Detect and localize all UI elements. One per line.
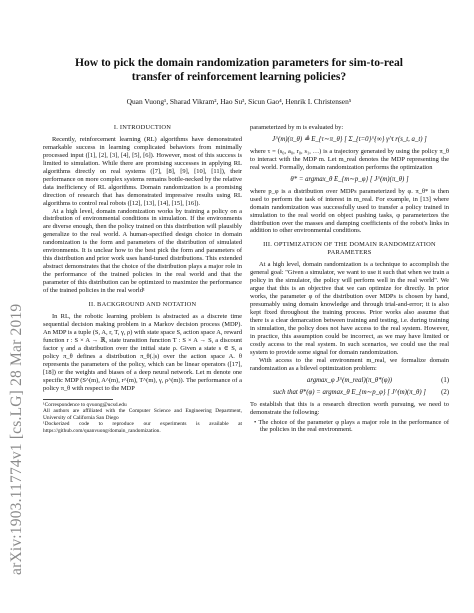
equation-1-body: argmax_φ J^(m_real)(π_θ*(φ)) (306, 376, 393, 384)
background-paragraph-1: In RL, the robotic learning problem is abstracted as a discrete time sequential decision making problem in a Markov decision process (MDP). An MDP is a tuple (S, A, r, T, γ, ρ) with state space S, action space A, reward function r : S × A → ℝ, state transition function T : S × A → S, a discount factor γ and a distribution over the initial state ρ. Given a state s ∈ S, a policy π_θ defines a distribution π_θ(.|s) over the action space A. θ represents the parameters of the policy, which can be linear operators ([17], [18]) or the weights and biases of a deep neural network. Let m denote one specific MDP (S^(m), A^(m), r^(m), T^(m), γ, ρ^(m)). The performance of a policy π_θ with respect to the MDP (43, 312, 242, 392)
intro-paragraph-2: At a high level, domain randomization works by training a policy on a distribution of environmental conditions in simulation. If the environments are diverse enough, then the policy trained on this distribution will plausibly generalize to the real world. A human-specified design choice in domain randomization is the form and parameters of the distribution of simulated environments. It is unclear how to the best pick the form and parameters of this distribution and prior work uses hand-tuned distributions. This extended abstract demonstrates that the choice of the distribution plays a major role in the performance of the trained policies in the real world and that the parameter of this distribution can be optimized to maximize the performance of the trained policies in the real world¹ (43, 207, 242, 295)
equation-domain-randomization: θ* = argmax_θ E_{m∼p_φ} [ J^(m)(π_θ) ] (290, 175, 409, 183)
footnote-affiliation: All authors are affiliated with the Computer Science and Engineering Department, University of California San Diego (43, 408, 242, 421)
right-paragraph-2: where τ = (s₀, a₀, r₀, s₁, …) is a trajectory generated by using the policy π_θ to interact with the MDP m. Let m_real denotes the MDP representing the real world. Formally, domain randomization performs the optimization (250, 147, 449, 171)
section-heading-optimization-2: PARAMETERS (327, 249, 372, 257)
equation-2-number: (2) (441, 388, 449, 396)
section-heading-introduction: I. INTRODUCTION (113, 124, 172, 131)
right-column (250, 124, 449, 434)
right-paragraph-1: parameterized by m is evaluated by: (250, 124, 344, 131)
left-column (43, 124, 242, 434)
footnote-rule (43, 399, 113, 400)
optimization-paragraph-1: At a high level, domain randomization is a technique to accomplish the general goal: "Given a simulator, we want to use it such that when we train a policy in the simulator, the policy will perform well in the real world". We argue that this is an objective that we can optimize for directly. In prior works, the parameter φ of the distribution over MDPs is chosen by hand, presumably using domain knowledge and through trial-and-error; it is also kept fixed throughout the training process. Prior works also assume that there is a clear demarcation between training and testing, i.e. during training in simulation, the policy does not have access to the real system. However, in practice, this assumption could be incorrect, as we may have limited or costly access to the real system. In such scenarios, we could use the real system to provide some signal for domain randomization. (250, 261, 449, 356)
paper-title (60, 56, 418, 84)
equation-1 (250, 377, 449, 385)
equation-2 (250, 389, 449, 397)
bullet-item-1: • The choice of the parameter φ plays a major role in the performance of the policies in the real environment. (254, 418, 449, 434)
section-heading-optimization-1: III. OPTIMIZATION OF THE DOMAIN RANDOMIZATION (263, 241, 436, 249)
title-line-2: transfer of reinforcement learning policies? (131, 70, 347, 83)
section-heading-background: II. BACKGROUND AND NOTATION (88, 301, 197, 309)
footnote-code: ¹Dockerized code to reproduce our experiments is available at https://github.com/quanvuong/domain_randomization. (43, 421, 242, 434)
title-line-1: How to pick the domain randomization parameters for sim-to-real (74, 56, 404, 69)
footnote-correspondence: ¹Correspondence to qvuong@ucsd.edu (43, 401, 127, 408)
equation-performance: J^(m)(π_θ) ≜ E_{τ∼π_θ} [ Σ_{t=0}^{∞} γ^t r(s_t, a_t) ] (272, 135, 427, 143)
author-list: Quan Vuong¹, Sharad Vikram², Hao Su³, Sicun Gao⁴, Henrik I. Christensen⁵ (126, 97, 352, 106)
optimization-paragraph-2: With access to the real environment m_real, we formalize domain randomization as a bilevel optimization problem: (250, 356, 449, 372)
equation-2-body: such that θ*(φ) = argmax_θ E_{m∼p_φ} [ J^(m)(π_θ) ] (273, 388, 426, 396)
optimization-paragraph-3: To establish that this is a research direction worth pursuing, we need to demonstrate the following: (250, 400, 449, 416)
intro-paragraph-1: Recently, reinforcement learning (RL) algorithms have demonstrated remarkable success in learning complicated behaviors from minimally processed input ([1], [2], [3], [4], [5], [6]). However, most of this success is limited to simulation. While there are promising successes in applying RL algorithms directly on real systems ([7], [8], [9], [10], [11]), their performance on more complex systems remains bottle-necked by the relative data inefficiency of RL algorithms. Domain randomization is a promising direction of research that has demonstrated impressive results using RL algorithms to control real robots ([12], [13], [14], [15], [16]). (43, 135, 242, 207)
arxiv-stamp: arXiv:1903.11774v1 [cs.LG] 28 Mar 2019 (8, 303, 25, 575)
right-paragraph-3: where p_φ is a distribution over MDPs parameterized by φ. π_θ* is then used to perform the task of interest in m_real. For example, in [13] where domain randomization was successfully used to transfer a policy trained in simulation to the real world on object pushing tasks, φ parameterizes the distribution over the masses and damping coefficients of the robot's links in addition to other environmental conditions. (250, 187, 449, 235)
equation-1-number: (1) (441, 376, 449, 384)
